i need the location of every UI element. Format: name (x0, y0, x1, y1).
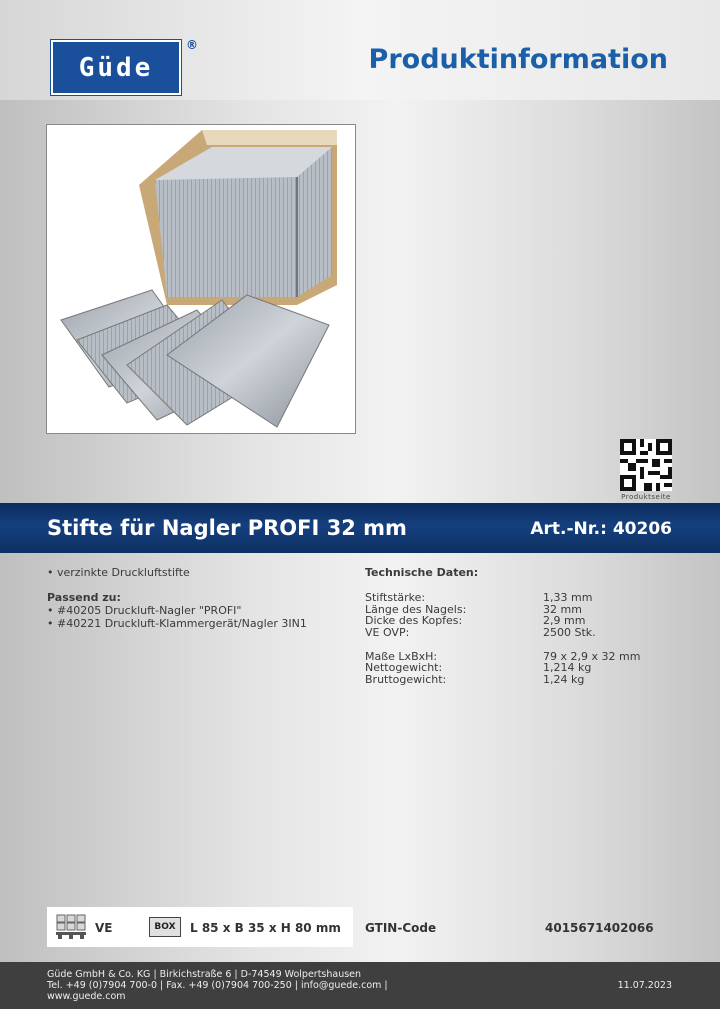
logo-text: Güde (78, 52, 154, 83)
packaging-box (47, 907, 353, 947)
footer-address: Güde GmbH & Co. KG | Birkichstraße 6 | D-74549 Wolpertshausen (47, 969, 362, 980)
page-footer (0, 962, 720, 1009)
ve-label: VE (95, 921, 113, 935)
product-title-band (0, 503, 720, 553)
tech-value: 1,33 mm (543, 591, 593, 604)
tech-row (365, 603, 665, 615)
product-title: Stifte für Nagler PROFI 32 mm (47, 516, 407, 540)
tech-row (365, 591, 665, 603)
tech-value: 1,214 kg (543, 661, 592, 675)
tech-key: Bruttogewicht: (365, 673, 447, 687)
box-label: BOX (154, 922, 176, 932)
footer-website[interactable]: www.guede.com (47, 991, 126, 1002)
guede-logo (51, 40, 181, 95)
tech-row (365, 661, 665, 673)
article-number: Art.-Nr.: 40206 (530, 519, 672, 539)
product-photo (46, 124, 356, 434)
page-title: Produktinformation (368, 44, 668, 75)
tech-row (365, 673, 665, 685)
tech-value: 2500 Stk. (543, 626, 596, 640)
tech-value: 79 x 2,9 x 32 mm (543, 649, 641, 663)
technical-data (365, 566, 665, 685)
footer-date: 11.07.2023 (617, 980, 672, 991)
tech-row (365, 626, 665, 638)
footer-contact: Tel. +49 (0)7904 700-0 | Fax. +49 (0)7904 700-250 | info@guede.com | (47, 980, 388, 991)
tech-key: VE OVP: (365, 626, 410, 640)
gtin-value: 4015671402066 (545, 921, 654, 935)
qr-code-icon (620, 439, 672, 491)
tech-value: 1,24 kg (543, 673, 585, 687)
tech-key: Länge des Nagels: (365, 602, 467, 616)
nail-strips-image (47, 125, 355, 433)
pallet-icon (55, 913, 87, 941)
passend-heading: Passend zu: (47, 591, 121, 604)
feature-list (47, 566, 347, 630)
company-info (47, 969, 388, 1002)
passend-item: • #40221 Druckluft-Klammergerät/Nagler 3IN1 (47, 617, 307, 630)
tech-value: 32 mm (543, 602, 582, 616)
tech-value: 2,9 mm (543, 614, 586, 628)
page-header (0, 0, 720, 100)
tech-key: Stiftstärke: (365, 591, 426, 604)
qr-label: Produktseite (621, 493, 671, 501)
tech-key: Nettogewicht: (365, 661, 443, 675)
tech-heading: Technische Daten: (365, 566, 479, 579)
box-dimensions: L 85 x B 35 x H 80 mm (190, 921, 341, 935)
tech-key: Maße LxBxH: (365, 649, 438, 663)
gtin-label: GTIN-Code (365, 921, 437, 935)
registered-mark: ® (186, 38, 198, 52)
qr-code[interactable] (620, 439, 672, 491)
passend-item: • #40205 Druckluft-Nagler "PROFI" (47, 604, 242, 617)
feature-bullet: • verzinkte Druckluftstifte (47, 566, 190, 579)
tech-row (365, 614, 665, 626)
box-icon (149, 917, 181, 937)
tech-row (365, 650, 665, 662)
tech-key: Dicke des Kopfes: (365, 614, 463, 628)
